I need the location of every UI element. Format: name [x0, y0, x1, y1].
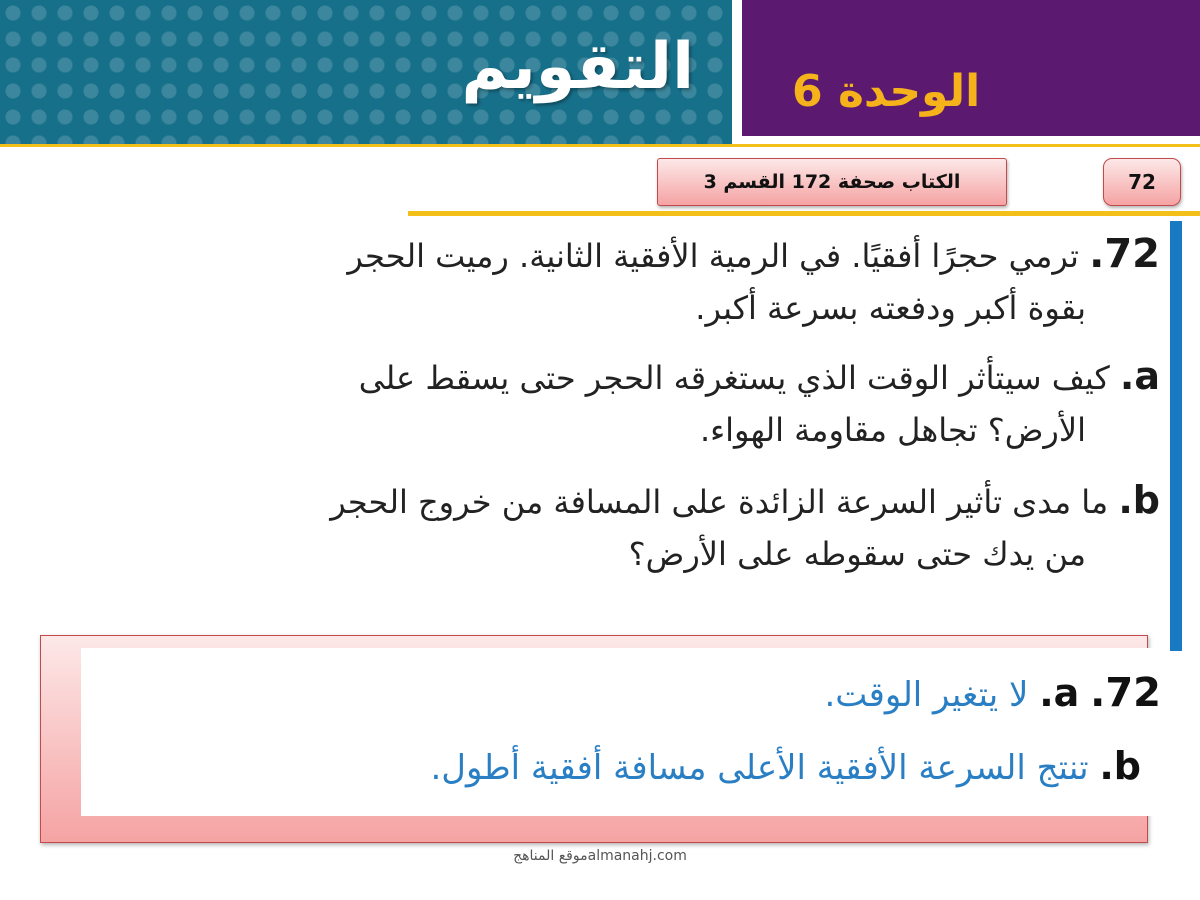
part-a-line-1	[50, 350, 1160, 404]
part-b-line-2	[50, 528, 1160, 580]
answer-panel	[81, 648, 1161, 816]
footer-watermark: موقع المناهجalmanahj.com	[513, 848, 687, 864]
question-text-1: ترمي حجرًا أفقيًا. في الرمية الأفقية الثانية. رميت الحجر	[347, 237, 1079, 275]
part-a-line-2	[50, 404, 1160, 456]
answer-a-letter: a.	[1039, 671, 1080, 715]
part-b-letter: b.	[1118, 478, 1160, 522]
side-accent-bar	[1170, 221, 1182, 651]
part-a-text-2: الأرض؟ تجاهل مقاومة الهواء.	[699, 411, 1086, 449]
answer-a-text: لا يتغير الوقت.	[824, 675, 1029, 715]
part-a-text-1: كيف سيتأثر الوقت الذي يستغرقه الحجر حتى يسقط على	[358, 359, 1110, 397]
book-reference-label: الكتاب صحفة 172 القسم 3	[657, 158, 1007, 206]
question-line-2	[50, 282, 1160, 334]
part-b-text-1: ما مدى تأثير السرعة الزائدة على المسافة من خروج الحجر	[330, 483, 1109, 521]
question-text-2: بقوة أكبر ودفعته بسرعة أكبر.	[695, 289, 1086, 327]
question-line-1	[50, 228, 1160, 282]
part-a-letter: a.	[1119, 354, 1160, 398]
answer-a-line	[824, 670, 1161, 716]
answer-b-text: تنتج السرعة الأفقية الأعلى مسافة أفقية أطول.	[430, 748, 1089, 788]
part-b-line-1	[50, 474, 1160, 528]
header-rule	[0, 144, 1200, 147]
answer-number: 72.	[1090, 670, 1161, 716]
question-block	[50, 228, 1160, 580]
section-banner	[0, 0, 732, 144]
answer-b-line	[431, 744, 1142, 788]
question-number: 72.	[1089, 231, 1160, 277]
problem-number-badge: 72	[1103, 158, 1181, 206]
unit-banner	[742, 0, 1200, 136]
section-title: التقويم	[461, 30, 694, 104]
answer-b-letter: b.	[1099, 744, 1141, 788]
answer-box	[40, 635, 1161, 843]
banner-divider	[732, 0, 742, 144]
unit-title: الوحدة 6	[792, 66, 981, 117]
part-b-text-2: من يدك حتى سقوطه على الأرض؟	[628, 535, 1086, 573]
section-rule	[408, 211, 1200, 216]
